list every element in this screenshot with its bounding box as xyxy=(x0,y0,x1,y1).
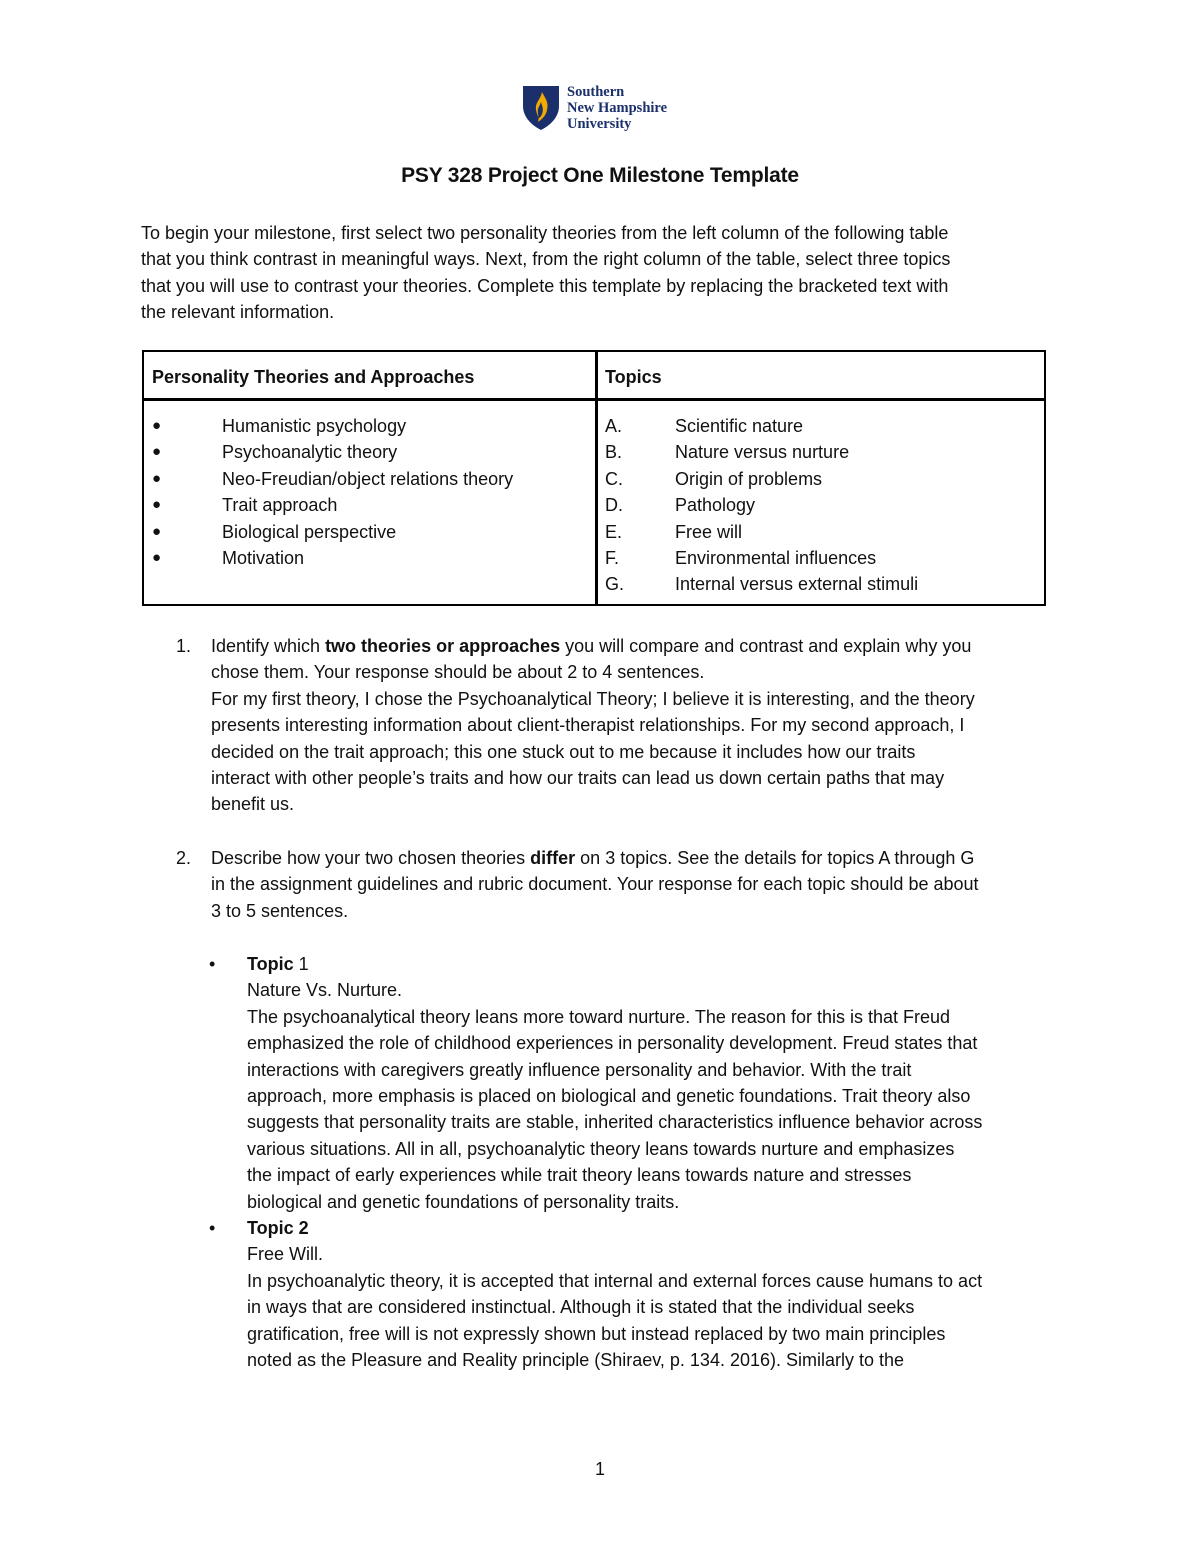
logo-line-3: University xyxy=(567,116,632,132)
page-number: 1 xyxy=(594,1459,605,1479)
bullet-icon: ● xyxy=(152,522,162,540)
answer-line: interact with other people’s traits and how our traits can lead us down certain paths that may xyxy=(211,768,945,789)
list-item xyxy=(152,492,513,518)
theories-list xyxy=(152,413,513,571)
topic-1-line: emphasized the role of childhood experiences in personality development. Freud states that xyxy=(247,1033,978,1054)
university-logo xyxy=(521,84,667,132)
answer-line: decided on the trait approach; this one stuck out to me because it includes how our traits xyxy=(211,741,916,762)
topic-letter: E. xyxy=(605,521,623,542)
logo-line-1: Southern xyxy=(567,84,625,100)
theory-label: Psychoanalytic theory xyxy=(222,442,398,463)
topic-1-line: the impact of early experiences while trait theory leans towards nature and stresses xyxy=(247,1165,912,1186)
topic-letter: G. xyxy=(605,574,625,595)
topic-label: Internal versus external stimuli xyxy=(675,574,919,595)
topic-2-bullet: • xyxy=(209,1218,216,1238)
shield-flame-icon xyxy=(521,84,561,132)
topic-1-line: Nature Vs. Nurture. xyxy=(247,980,403,1001)
question-2-number: 2. xyxy=(176,848,192,868)
theory-label: Humanistic psychology xyxy=(222,416,407,436)
topic-letter: D. xyxy=(605,495,623,516)
question-2-prompt-line: 3 to 5 sentences. xyxy=(211,900,349,921)
topic-1-line: approach, more emphasis is placed on biological and genetic foundations. Trait theory also xyxy=(247,1086,971,1107)
topic-1-heading xyxy=(247,951,982,977)
prompt-text: Identify which xyxy=(211,636,326,656)
topic-heading-number: 1 xyxy=(293,954,309,974)
bullet-icon: ● xyxy=(152,496,162,514)
logo-line-2: New Hampshire xyxy=(567,100,668,116)
list-item xyxy=(605,571,918,597)
logo-wordmark xyxy=(567,84,667,132)
theory-label: Neo-Freudian/object relations theory xyxy=(222,468,514,489)
question-1-number: 1. xyxy=(176,636,192,656)
topic-heading-bold: Topic 2 xyxy=(247,1218,309,1238)
topic-label: Pathology xyxy=(675,495,756,516)
theory-label: Motivation xyxy=(222,548,305,569)
intro-line: the relevant information. xyxy=(141,302,335,323)
answer-line: For my first theory, I chose the Psychoanalytical Theory; I believe it is interesting, and the theory xyxy=(211,688,975,709)
list-item xyxy=(152,439,513,465)
table-header-topics: Topics xyxy=(605,367,662,387)
topic-1-bullet: • xyxy=(209,954,216,974)
theories-topics-table xyxy=(142,350,1046,606)
list-item xyxy=(605,519,918,545)
intro-paragraph xyxy=(141,220,1071,326)
topics-list xyxy=(605,413,918,598)
topic-label: Origin of problems xyxy=(675,468,823,489)
list-item xyxy=(605,545,918,571)
topic-2-line: noted as the Pleasure and Reality principle (Shiraev, p. 134. 2016). Similarly to the xyxy=(247,1350,905,1371)
table-column-divider xyxy=(595,352,598,604)
question-2-prompt-line: in the assignment guidelines and rubric document. Your response for each topic should be about xyxy=(211,874,979,895)
topic-2-heading xyxy=(247,1215,982,1241)
topic-1-line: The psychoanalytical theory leans more toward nurture. The reason for this is that Freud xyxy=(247,1006,951,1027)
intro-line: that you will use to contrast your theories. Complete this template by replacing the bracketed text with xyxy=(141,275,949,296)
question-2-prompt-line xyxy=(211,845,979,871)
bullet-icon: ● xyxy=(152,443,162,461)
topic-label: Nature versus nurture xyxy=(675,442,850,463)
topic-label: Environmental influences xyxy=(675,548,877,569)
list-item xyxy=(152,466,513,492)
topic-label: Scientific nature xyxy=(675,416,804,436)
topic-1-line: various situations. All in all, psychoanalytic theory leans towards nurture and emphasizes xyxy=(247,1138,955,1159)
topic-1-line: suggests that personality traits are stable, inherited characteristics influence behavior across xyxy=(247,1112,983,1133)
bullet-icon: ● xyxy=(152,549,162,567)
prompt-text: you will compare and contrast and explain why you xyxy=(560,636,972,656)
topic-2-line: Free Will. xyxy=(247,1244,323,1265)
prompt-bold-text: two theories or approaches xyxy=(325,636,561,656)
intro-line: To begin your milestone, first select two personality theories from the left column of the following table xyxy=(141,223,949,243)
topic-2-line: gratification, free will is not expressly shown but instead replaced by two main principles xyxy=(247,1323,946,1344)
topic-heading-bold: Topic xyxy=(247,954,294,974)
table-header-theories: Personality Theories and Approaches xyxy=(152,367,475,387)
list-item xyxy=(152,413,513,439)
topic-2-line: in ways that are considered instinctual. Although it is stated that the individual seeks xyxy=(247,1297,915,1318)
topic-letter: A. xyxy=(605,416,623,436)
answer-line: benefit us. xyxy=(211,794,295,815)
topic-letter: C. xyxy=(605,468,623,489)
table-header-divider xyxy=(144,398,1044,401)
topic-1-line: interactions with caregivers greatly influence personality and behavior. With the trait xyxy=(247,1059,912,1080)
theory-label: Biological perspective xyxy=(222,521,397,542)
topic-1-section xyxy=(247,951,982,1215)
list-item xyxy=(152,545,513,571)
question-1 xyxy=(211,633,975,818)
intro-line: that you think contrast in meaningful ways. Next, from the right column of the table, select three topics xyxy=(141,249,951,270)
list-item xyxy=(605,466,918,492)
bullet-icon: ● xyxy=(152,417,162,434)
list-item xyxy=(152,519,513,545)
question-1-prompt-line xyxy=(211,633,975,659)
answer-line: presents interesting information about client-therapist relationships. For my second approach, I xyxy=(211,715,965,736)
page-title: PSY 328 Project One Milestone Template xyxy=(401,164,799,187)
list-item xyxy=(605,492,918,518)
question-1-prompt-line: chose them. Your response should be about 2 to 4 sentences. xyxy=(211,662,705,683)
prompt-text: Describe how your two chosen theories xyxy=(211,848,531,868)
topic-1-line: biological and genetic foundations of personality traits. xyxy=(247,1191,680,1212)
list-item xyxy=(605,439,918,465)
prompt-text: on 3 topics. See the details for topics A through G xyxy=(575,848,975,868)
topic-label: Free will xyxy=(675,521,743,542)
question-2 xyxy=(211,845,979,924)
topic-letter: F. xyxy=(605,548,620,569)
topic-2-section xyxy=(247,1215,982,1373)
prompt-bold-text: differ xyxy=(530,848,576,868)
list-item xyxy=(605,413,918,439)
topic-letter: B. xyxy=(605,442,623,463)
topic-2-line: In psychoanalytic theory, it is accepted that internal and external forces cause humans to act xyxy=(247,1270,983,1291)
theory-label: Trait approach xyxy=(222,495,338,516)
bullet-icon: ● xyxy=(152,469,162,487)
